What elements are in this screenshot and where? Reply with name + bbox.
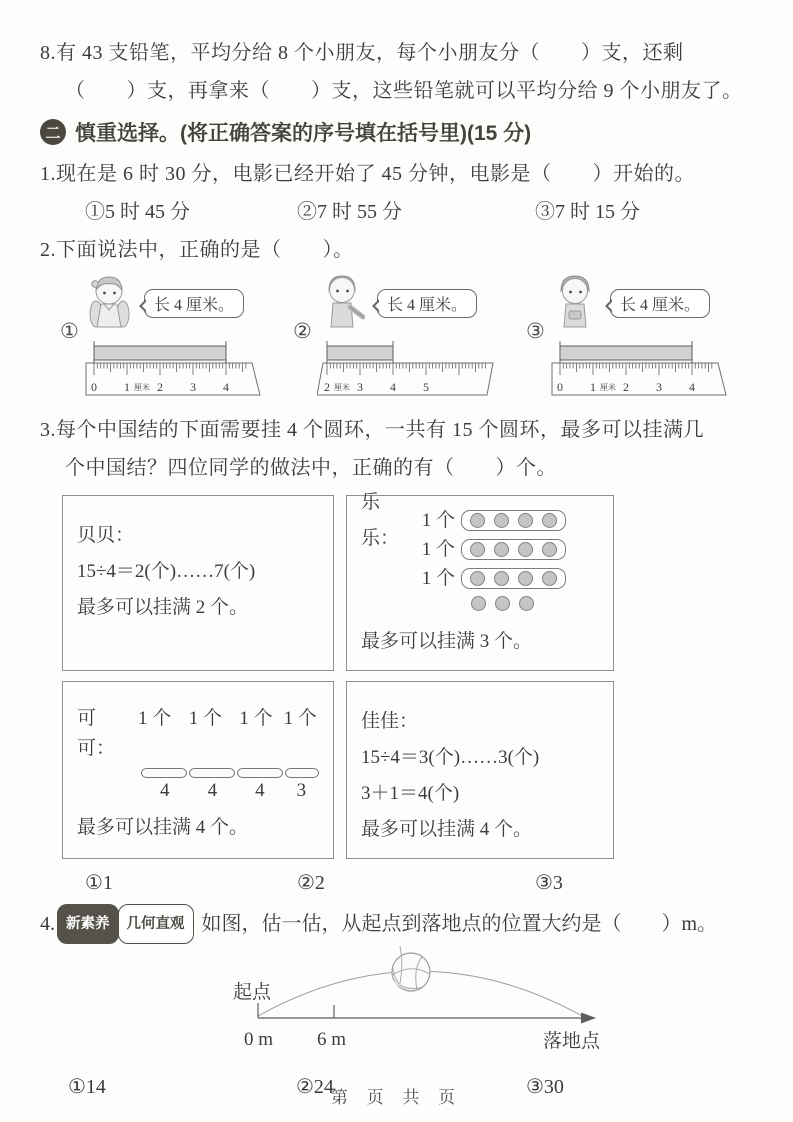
svg-text:0: 0 xyxy=(91,380,97,394)
ring-circle xyxy=(494,513,509,528)
keke-unit-1: 1 个 xyxy=(138,708,172,729)
jiajia-formula-2: 3＋1＝4(个) xyxy=(361,783,460,804)
section-2-badge: 二 xyxy=(40,119,66,145)
figure-3-index: ③ xyxy=(526,319,545,343)
ring-circle xyxy=(542,571,557,586)
boy-avatar xyxy=(552,273,598,339)
ruler-3 xyxy=(550,339,750,405)
svg-text:厘米: 厘米 xyxy=(334,383,350,392)
ring-circle xyxy=(518,542,533,557)
ruler-figure-3 xyxy=(526,273,755,405)
ring-circle xyxy=(518,513,533,528)
ring-bundle-shape xyxy=(189,768,235,778)
ring-circle xyxy=(518,571,533,586)
lele-row-3-label: 1 个 xyxy=(421,567,455,589)
question-2-figures xyxy=(60,273,755,405)
start-label: 起点 xyxy=(233,982,272,1003)
question-4-text: 如图，估一估，从起点到落地点的位置大约是（ ）m。 xyxy=(201,913,718,935)
ruler-3-svg xyxy=(550,339,750,399)
keke-unit-4: 1 个 xyxy=(283,708,317,729)
q1-option-2: ②7 时 55 分 xyxy=(297,201,402,223)
svg-text:厘米: 厘米 xyxy=(134,383,150,392)
lele-loose-rings xyxy=(471,596,599,618)
keke-number-row xyxy=(77,778,319,804)
question-4-header xyxy=(40,904,755,944)
section-2-header xyxy=(40,117,755,147)
lele-row-1 xyxy=(361,491,599,549)
svg-text:4: 4 xyxy=(390,380,396,394)
keke-count-2: 4 xyxy=(207,780,218,801)
ring-circle xyxy=(519,596,534,611)
ring-circle xyxy=(470,513,485,528)
ring-circle xyxy=(470,542,485,557)
keke-loaf-row xyxy=(77,764,319,778)
question-3-line-1: 3.每个中国结的下面需要挂 4 个圆环，一共有 15 个圆环，最多可以挂满几 xyxy=(40,419,704,441)
question-1-text: 1.现在是 6 时 30 分，电影已经开始了 45 分钟，电影是（ ）开始的。 xyxy=(40,163,695,185)
question-3-line-2: 个中国结？四位同学的做法中，正确的有（ ）个。 xyxy=(65,457,557,479)
keke-count-4: 3 xyxy=(296,780,307,801)
q4-option-2: ②24 xyxy=(296,1076,334,1098)
svg-text:3: 3 xyxy=(190,380,196,394)
ring-circle xyxy=(471,596,486,611)
q3-option-3: ③3 xyxy=(535,872,563,894)
ring-circle xyxy=(470,571,485,586)
trajectory-figure xyxy=(225,946,755,1064)
question-1 xyxy=(40,155,755,229)
keke-unit-2: 1 个 xyxy=(188,708,222,729)
ring-bundle-shape xyxy=(285,768,319,778)
question-4 xyxy=(40,904,755,1104)
lele-row-2-label: 1 个 xyxy=(421,538,455,560)
jiajia-box xyxy=(346,681,614,859)
lele-box xyxy=(346,491,614,671)
ruler-2 xyxy=(317,339,517,405)
ring-circle xyxy=(494,571,509,586)
q1-option-1: ①5 时 45 分 xyxy=(85,201,190,223)
ring-circle xyxy=(494,542,509,557)
beibei-conclusion: 最多可以挂满 2 个。 xyxy=(77,597,249,618)
six-m-label: 6 m xyxy=(317,1029,347,1050)
beibei-name: 贝贝： xyxy=(77,525,135,546)
lele-name: 乐乐： xyxy=(361,491,400,549)
trajectory-svg xyxy=(225,946,615,1058)
lele-row-3 xyxy=(361,564,599,593)
ring-circle xyxy=(542,542,557,557)
zero-m-label: 0 m xyxy=(244,1029,274,1050)
question-8-line-2: （ ）支，再拿来（ ）支，这些铅笔就可以平均分给 9 个小朋友了。 xyxy=(65,80,743,102)
volleyball-icon xyxy=(392,946,430,991)
question-2-text: 2.下面说法中，正确的是（ ）。 xyxy=(40,239,354,261)
figure-2-index: ② xyxy=(293,319,312,343)
svg-text:1: 1 xyxy=(590,380,596,394)
keke-name: 可可： xyxy=(77,708,116,759)
ring-group-1 xyxy=(461,510,566,531)
question-8 xyxy=(40,34,755,110)
speech-bubble-3: 长 4 厘米。 xyxy=(610,289,710,318)
q1-option-3: ③7 时 15 分 xyxy=(535,201,640,223)
lele-row-1-label: 1 个 xyxy=(421,509,455,531)
svg-text:2: 2 xyxy=(623,380,629,394)
figure-1-index: ① xyxy=(60,319,79,343)
svg-text:2: 2 xyxy=(157,380,163,394)
keke-label-row xyxy=(77,692,319,764)
keke-box xyxy=(62,681,334,859)
question-3 xyxy=(40,411,755,900)
svg-text:4: 4 xyxy=(689,380,695,394)
section-2-title: 慎重选择。(将正确答案的序号填在括号里)(15 分) xyxy=(75,122,532,145)
svg-text:0: 0 xyxy=(557,380,563,394)
ruler-2-svg xyxy=(317,339,517,399)
svg-text:1: 1 xyxy=(124,380,130,394)
q3-option-2: ②2 xyxy=(297,872,325,894)
question-3-answer-boxes xyxy=(62,491,755,859)
question-3-options xyxy=(40,866,755,900)
question-4-number: 4. xyxy=(40,913,55,935)
q4-option-3: ③30 xyxy=(526,1076,564,1098)
ring-group-3 xyxy=(461,568,566,589)
q3-option-1: ①1 xyxy=(85,872,113,894)
svg-text:4: 4 xyxy=(223,380,229,394)
ring-circle xyxy=(495,596,510,611)
ruler-1 xyxy=(84,339,284,405)
jiajia-conclusion: 最多可以挂满 4 个。 xyxy=(361,819,533,840)
beibei-formula: 15÷4＝2(个)……7(个) xyxy=(77,561,256,582)
ring-circle xyxy=(542,513,557,528)
lele-conclusion: 最多可以挂满 3 个。 xyxy=(361,631,533,652)
girl-avatar xyxy=(86,273,132,339)
jiajia-name: 佳佳： xyxy=(361,711,419,732)
ring-bundle-shape xyxy=(141,768,187,778)
beibei-box xyxy=(62,495,334,671)
svg-text:5: 5 xyxy=(423,380,429,394)
q4-option-1: ①14 xyxy=(68,1076,106,1098)
ruler-figure-2 xyxy=(293,273,522,405)
ruler-1-svg xyxy=(84,339,284,399)
landing-label: 落地点 xyxy=(543,1031,601,1052)
geometric-intuition-badge: 几何直观 xyxy=(118,904,194,944)
ring-bundle-shape xyxy=(237,768,283,778)
keke-count-1: 4 xyxy=(160,780,170,801)
svg-text:3: 3 xyxy=(357,380,363,394)
jiajia-formula-1: 15÷4＝3(个)……3(个) xyxy=(361,747,540,768)
svg-text:2: 2 xyxy=(324,380,330,394)
new-literacy-badge: 新素养 xyxy=(57,904,119,944)
ring-group-2 xyxy=(461,539,566,560)
svg-text:3: 3 xyxy=(656,380,662,394)
ruler-figure-1 xyxy=(60,273,289,405)
question-2 xyxy=(40,231,755,405)
page-footer: 第 页 共 页 xyxy=(330,1088,463,1107)
keke-count-3: 4 xyxy=(255,780,265,801)
question-8-line-1: 8.有 43 支铅笔，平均分给 8 个小朋友，每个小朋友分（ ）支，还剩 xyxy=(40,42,684,64)
question-1-options xyxy=(40,195,755,229)
speech-bubble-1: 长 4 厘米。 xyxy=(144,289,244,318)
speech-bubble-2: 长 4 厘米。 xyxy=(377,289,477,318)
keke-conclusion: 最多可以挂满 4 个。 xyxy=(77,817,249,838)
keke-unit-3: 1 个 xyxy=(239,708,273,729)
svg-text:厘米: 厘米 xyxy=(600,383,616,392)
boy-pointing-avatar xyxy=(319,273,365,339)
axis-arrowhead xyxy=(581,1013,596,1024)
